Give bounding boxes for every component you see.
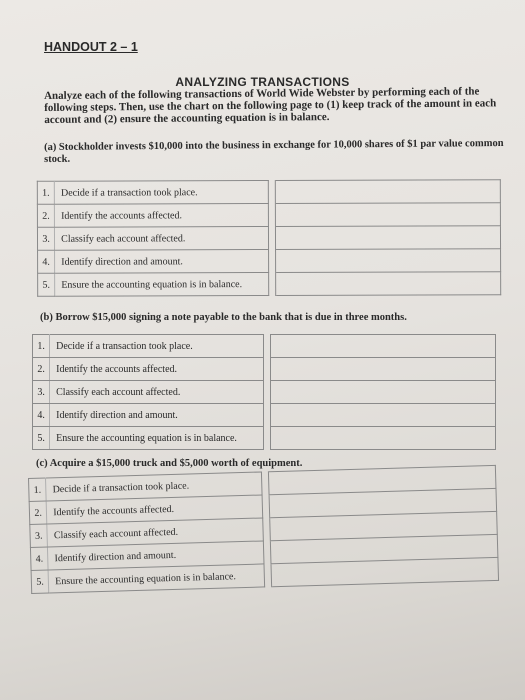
step-text: Ensure the accounting equation is in balance. — [50, 427, 264, 450]
table-row — [38, 272, 501, 297]
step-text: Identify direction and amount. — [50, 404, 264, 427]
step-text: Ensure the accounting equation is in balance. — [48, 564, 264, 593]
step-text: Classify each account affected. — [50, 381, 264, 404]
steps-table-c — [28, 465, 499, 594]
answer-field[interactable] — [271, 404, 496, 427]
step-number: 2. — [33, 358, 50, 381]
table-row — [33, 404, 496, 427]
answer-field[interactable] — [275, 203, 500, 227]
handout-label: HANDOUT 2 – 1 — [44, 40, 138, 54]
table-row — [33, 381, 496, 404]
answer-field[interactable] — [271, 381, 496, 404]
table-row — [33, 358, 496, 381]
table-row — [33, 427, 496, 450]
step-number: 5. — [33, 427, 50, 450]
answer-field[interactable] — [275, 180, 500, 204]
step-text: Classify each account affected. — [55, 227, 269, 251]
answer-field[interactable] — [271, 557, 498, 586]
step-text: Decide if a transaction took place. — [50, 335, 264, 358]
step-text: Ensure the accounting equation is in balance. — [55, 273, 269, 297]
question-b: (b) Borrow $15,000 signing a note payable to the bank that is due in three months. — [40, 312, 407, 323]
table-row — [37, 203, 500, 228]
step-text: Decide if a transaction took place. — [54, 181, 268, 205]
instructions-paragraph: Analyze each of the following transactions of World Wide Webster by performing each of the following steps. Then, use the chart on the following page to (1) keep track of the amount in each account and (2) ensure the accounting equation is in balance. — [44, 85, 497, 126]
page-title: ANALYZING TRANSACTIONS — [175, 75, 350, 89]
answer-field[interactable] — [271, 358, 496, 381]
step-number: 3. — [30, 524, 48, 547]
step-number: 4. — [33, 404, 50, 427]
step-number: 3. — [37, 227, 54, 250]
answer-field[interactable] — [276, 249, 501, 273]
table-row — [37, 226, 500, 251]
step-text: Identify the accounts affected. — [50, 358, 264, 381]
step-text: Classify each account affected. — [47, 518, 263, 547]
step-text: Identify direction and amount. — [48, 541, 264, 570]
answer-field[interactable] — [271, 427, 496, 450]
answer-field[interactable] — [275, 226, 500, 250]
step-number: 4. — [38, 250, 55, 273]
step-number: 5. — [38, 273, 55, 296]
step-number: 5. — [31, 570, 49, 593]
step-text: Identify direction and amount. — [55, 250, 269, 274]
step-text: Identify the accounts affected. — [55, 204, 269, 228]
step-number: 2. — [29, 501, 47, 524]
answer-field[interactable] — [271, 335, 496, 358]
table-row — [37, 180, 500, 205]
steps-table-a — [37, 179, 501, 297]
table-row — [38, 249, 501, 274]
step-text: Decide if a transaction took place. — [46, 472, 262, 501]
step-number: 1. — [33, 335, 50, 358]
step-number: 3. — [33, 381, 50, 404]
steps-table-b — [32, 334, 496, 450]
question-a: (a) Stockholder invests $10,000 into the business in exchange for 10,000 shares of $1 par value common stock. — [44, 137, 504, 165]
answer-field[interactable] — [276, 272, 501, 296]
step-number: 1. — [37, 181, 54, 204]
step-text: Identify the accounts affected. — [46, 495, 262, 524]
question-c: (c) Acquire a $15,000 truck and $5,000 worth of equipment. — [36, 458, 303, 469]
step-number: 1. — [29, 478, 47, 501]
step-number: 2. — [37, 204, 54, 227]
table-row — [33, 335, 496, 358]
step-number: 4. — [30, 547, 48, 570]
